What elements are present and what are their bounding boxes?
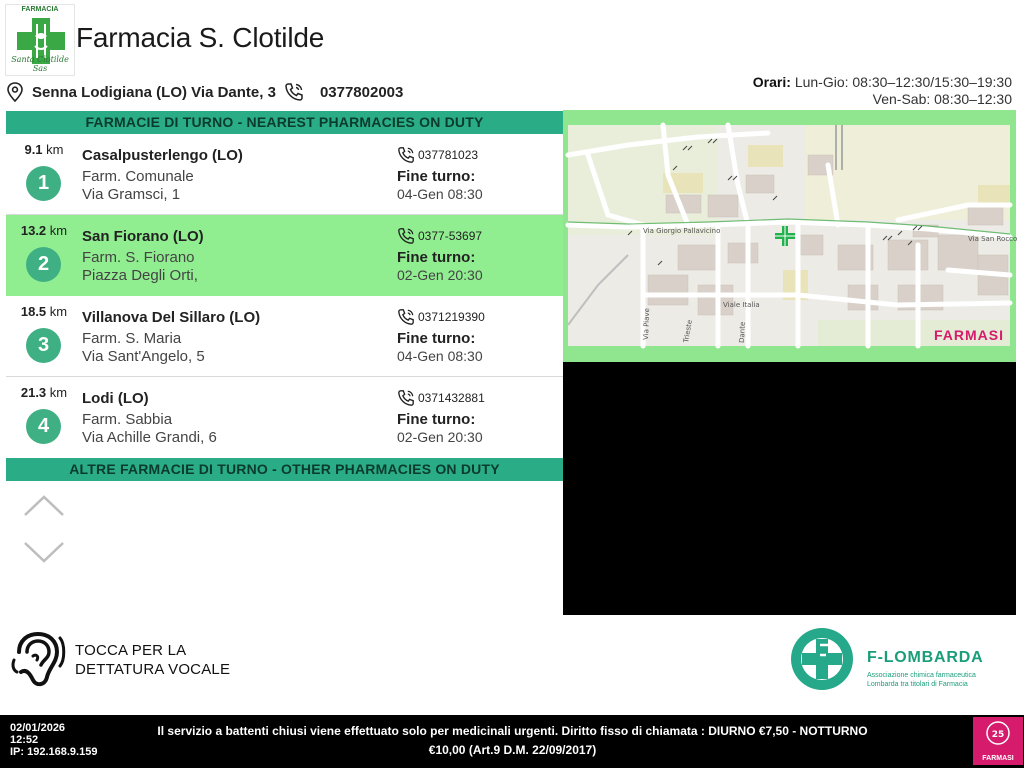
pharmacy-street: Via Achille Grandi, 6 [82, 429, 217, 446]
distance: 13.2 km [20, 223, 68, 238]
shift-end-date: 02-Gen 20:30 [397, 267, 483, 283]
pharmacy-street: Via Sant'Angelo, 5 [82, 348, 205, 365]
voice-dictation-label: TOCCA PER LA DETTATURA VOCALE [75, 642, 231, 678]
nearest-pharmacies-header: FARMACIE DI TURNO - NEAREST PHARMACIES ON DUTY [6, 111, 563, 134]
opening-hours [753, 74, 1012, 108]
f-lombarda-name: F-LOMBARDA [867, 649, 984, 666]
chevron-down-icon[interactable] [22, 539, 66, 565]
phone-icon [397, 389, 415, 407]
pharmacy-phone-row [397, 308, 485, 326]
other-pharmacies-header: ALTRE FARMACIE DI TURNO - OTHER PHARMACIES ON DUTY [6, 458, 563, 481]
hours-weekdays: Lun-Gio: 08:30–12:30/15:30–19:30 [794, 74, 1012, 90]
map-frame [563, 110, 1016, 362]
shift-end-label: Fine turno: [397, 330, 476, 347]
shift-end-date: 04-Gen 08:30 [397, 186, 483, 202]
logo-bottom-text: Santa Clotilde Sas [11, 55, 69, 73]
pharmacy-title: Farm. S. Maria [82, 330, 182, 347]
farmasi-logo-text: FARMASI [982, 755, 1014, 762]
phone-icon [397, 227, 415, 245]
pharmacy-title: Farm. Comunale [82, 168, 194, 185]
pharmacy-title: Farm. S. Fiorano [82, 249, 195, 266]
hours-label: Orari: [752, 74, 791, 90]
ear-icon [9, 632, 67, 688]
address-text: Senna Lodigiana (LO) Via Dante, 3 [32, 83, 276, 101]
pharmacy-name: Farmacia S. Clotilde [76, 22, 325, 53]
item-number-badge: 4 [26, 409, 61, 444]
item-number-badge: 3 [26, 328, 61, 363]
pharmacy-list-item[interactable] [6, 296, 563, 377]
phone-number: 0371219390 [418, 310, 485, 324]
address-row [6, 82, 403, 102]
map-canvas [568, 125, 1018, 346]
f-lombarda-logo [790, 625, 1010, 695]
chevron-up-icon[interactable] [22, 493, 66, 519]
phone-number: 037781023 [418, 148, 479, 162]
nearest-pharmacies-list [6, 134, 563, 458]
phone-icon [284, 82, 304, 102]
shift-end-label: Fine turno: [397, 249, 476, 266]
farmasi-logo [973, 717, 1023, 765]
pharmacy-phone-row [397, 146, 478, 164]
map-street-label: Trieste [682, 319, 694, 344]
pharmacy-city: Villanova Del Sillaro (LO) [82, 309, 261, 326]
f-lombarda-subtitle: Associazione chimica farmaceutica Lombarda tra titolari di Farmacia [867, 672, 976, 688]
footer-time: 12:52 [10, 734, 39, 746]
map[interactable] [568, 125, 1018, 346]
distance: 21.3 km [20, 385, 68, 400]
map-street-label: Via Piave [642, 307, 652, 341]
footer-status [10, 722, 97, 758]
phone-number: 0377-53697 [418, 229, 483, 243]
header [0, 0, 1024, 110]
map-street-label: Via San Rocco [968, 235, 1018, 243]
pharmacy-city: San Fiorano (LO) [82, 228, 204, 245]
map-brand: FARMASI [934, 327, 1004, 343]
anniversary-badge-icon [973, 717, 1023, 753]
hours-weekend: Ven-Sab: 08:30–12:30 [872, 91, 1012, 107]
pharmacy-phone-row [397, 389, 485, 407]
pharmacy-street: Piazza Degli Orti, [82, 267, 198, 284]
pharmacy-street: Via Gramsci, 1 [82, 186, 181, 203]
pharmacy-list-item[interactable] [6, 134, 563, 215]
shift-end-label: Fine turno: [397, 411, 476, 428]
phone-icon [397, 308, 415, 326]
shift-end-date: 04-Gen 08:30 [397, 348, 483, 364]
scroll-arrows [22, 493, 66, 568]
map-street-label: Viale Italia [723, 301, 760, 309]
phone-icon [397, 146, 415, 164]
phone-number: 0371432881 [418, 391, 485, 405]
svg-text:25: 25 [991, 730, 1005, 740]
distance: 18.5 km [20, 304, 68, 319]
footer-date: 02/01/2026 [10, 722, 66, 734]
item-number-badge: 2 [26, 247, 61, 282]
footer-ip: IP: 192.168.9.159 [10, 746, 98, 758]
footer-notice: Il servizio a battenti chiusi viene effettuato solo per medicinali urgenti. Diritto fisso di chiamata : DIURNO €7,50 - NOTTURNO €10,00 (Art.9 D.M. 22/09/2017) [157, 724, 868, 757]
pharmacy-city: Lodi (LO) [82, 390, 149, 407]
pharmacy-list-item-selected[interactable] [6, 215, 563, 296]
map-street-label: Dante [738, 321, 747, 344]
footer [0, 715, 1024, 768]
shift-end-date: 02-Gen 20:30 [397, 429, 483, 445]
shift-end-label: Fine turno: [397, 168, 476, 185]
pharmacy-city: Casalpusterlengo (LO) [82, 147, 243, 164]
item-number-badge: 1 [26, 166, 61, 201]
logo-top-text: FARMACIA [21, 6, 59, 13]
distance: 9.1 km [24, 142, 64, 157]
map-street-label: Via Giorgio Pallavicino [643, 227, 721, 235]
pharmacy-phone: 0377802003 [319, 83, 404, 101]
voice-dictation-button[interactable] [9, 632, 309, 690]
video-area [563, 362, 1016, 615]
pharmacy-phone-row [397, 227, 482, 245]
f-lombarda-emblem-icon [790, 625, 858, 693]
pharmacy-list-item[interactable] [6, 377, 563, 458]
pharmacy-logo [5, 4, 75, 76]
pharmacy-title: Farm. Sabbia [82, 411, 173, 428]
location-pin-icon [6, 82, 24, 102]
